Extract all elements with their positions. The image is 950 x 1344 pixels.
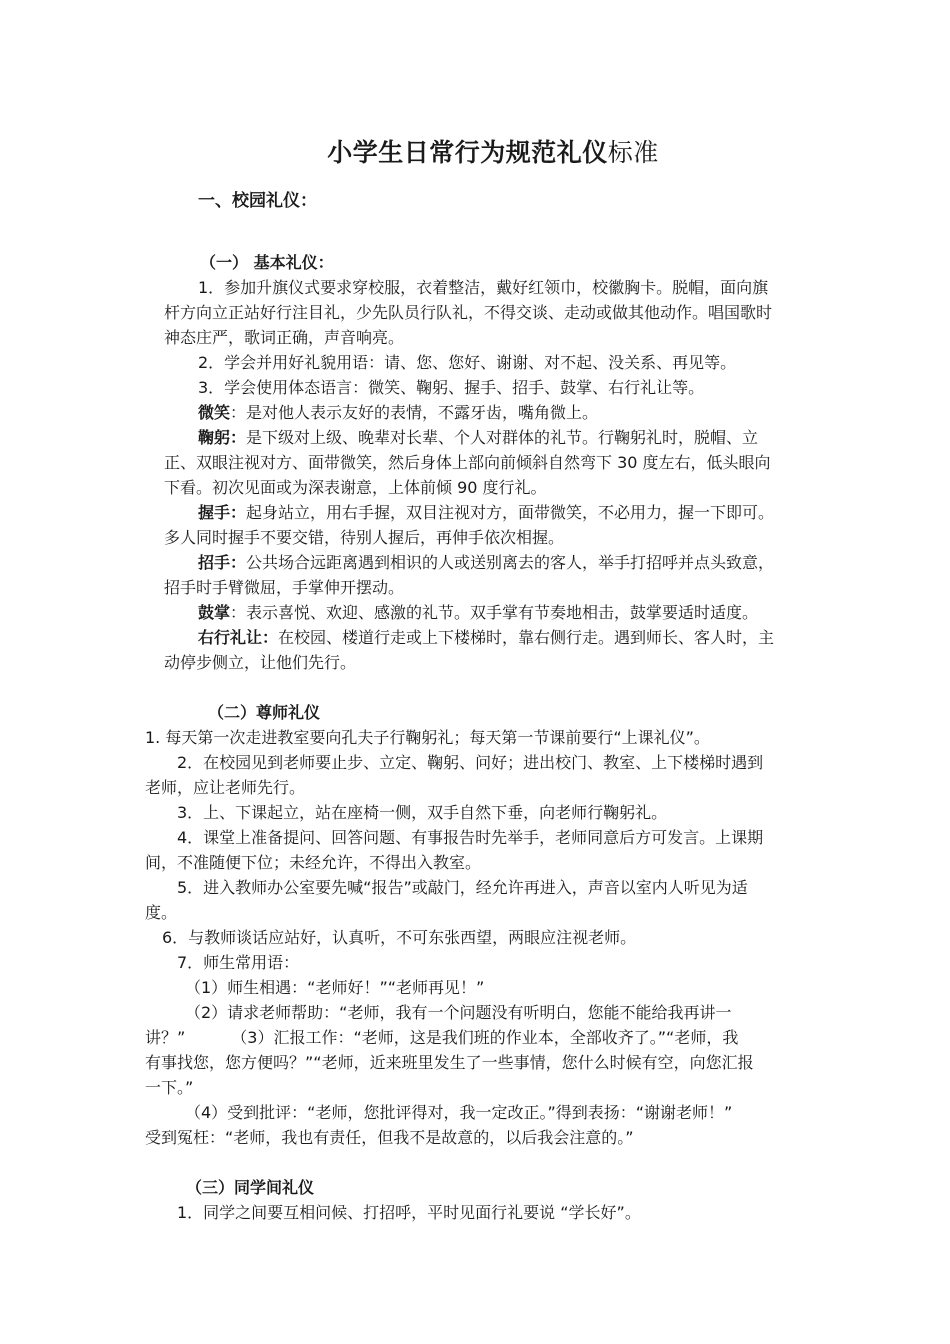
subheading-basic: （一） 基本礼仪： (200, 253, 334, 272)
clap-paragraph (198, 603, 758, 623)
teacher-p4-line2: 间，不准随便下位；未经允许，不得出入教室。 (145, 853, 482, 872)
subheading-classmates: （三）同学间礼仪 (186, 1178, 315, 1197)
teacher-p2-line2: 老师，应让老师先行。 (145, 778, 306, 797)
phrase-1: （1）师生相遇：“老师好！”“老师再见！” (185, 978, 485, 997)
section-heading-campus: 一、校园礼仪： (198, 191, 317, 211)
wave-line2: 招手时手臂微屈，手掌伸开摆动。 (164, 578, 405, 597)
phrase-2-line1: （2）请求老师帮助：“老师，我有一个问题没有听明白，您能不能给我再讲一 (185, 1003, 732, 1022)
wave-term: 招手： (198, 553, 247, 572)
basic-p3: 3．学会使用体态语言：微笑、鞠躬、握手、招手、鼓掌、右行礼让等。 (198, 378, 705, 397)
bow-line2: 正、双眼注视对方、面带微笑，然后身体上部向前倾斜自然弯下 30 度左右，低头眼向 (164, 453, 771, 472)
right-term: 右行礼让： (198, 628, 279, 647)
classmates-p1: 1．同学之间要互相问候、打招呼，平时见面行礼要说 “学长好”。 (177, 1203, 641, 1222)
title-light: 标准 (607, 138, 659, 167)
wave-line1: 公共场合远距离遇到相识的人或送别离去的客人，举手打招呼并点头致意， (246, 553, 775, 572)
smile-term: 微笑 (198, 403, 231, 422)
basic-p1-line3: 神态庄严，歌词正确，声音响亮。 (164, 328, 405, 347)
bow-line3: 下看。初次见面或为深表谢意，上体前倾 90 度行礼。 (164, 478, 547, 497)
teacher-p1: 1. 每天第一次走进教室要向孔夫子行鞠躬礼；每天第一节课前要行“上课礼仪”。 (145, 728, 710, 747)
teacher-p4-line1: 4．课堂上准备提问、回答问题、有事报告时先举手，老师同意后方可发言。上课期 (177, 828, 764, 847)
teacher-p5-line1: 5．进入教师办公室要先喊“报告”或敲门，经允许再进入，声音以室内人听见为适 (177, 878, 748, 897)
teacher-p5-line2: 度。 (145, 903, 178, 922)
phrase-4-line2: 受到冤枉：“老师，我也有责任，但我不是故意的，以后我会注意的。” (145, 1128, 634, 1147)
basic-p1-line2: 杆方向立正站好行注目礼，少先队员行队礼，不得交谈、走动或做其他动作。唱国歌时 (164, 303, 773, 322)
right-line1: 在校园、楼道行走或上下楼梯时，靠右侧行走。遇到师长、客人时，主 (278, 628, 775, 647)
phrase-2-end: 讲？” (145, 1028, 186, 1047)
phrase-3-start: （3）汇报工作：“老师，这是我们班的作业本，全部收齐了。”“老师，我 (231, 1028, 739, 1047)
basic-p2: 2．学会并用好礼貌用语：请、您、您好、谢谢、对不起、没关系、再见等。 (198, 353, 737, 372)
bow-term: 鞠躬： (198, 428, 247, 447)
shake-line1: 起身站立，用右手握，双目注视对方，面带微笑，不必用力，握一下即可。 (246, 503, 775, 522)
title-bold: 小学生日常行为规范礼仪 (327, 138, 608, 167)
right-paragraph-line1 (198, 628, 774, 648)
phrase-3-line2: 有事找您，您方便吗？”“老师，近来班里发生了一些事情，您什么时候有空，向您汇报 (145, 1053, 754, 1072)
bow-line1: 是下级对上级、晚辈对长辈、个人对群体的礼节。行鞠躬礼时，脱帽、立 (246, 428, 759, 447)
clap-definition: ：表示喜悦、欢迎、感激的礼节。双手掌有节奏地相击，鼓掌要适时适度。 (230, 603, 759, 622)
document-title (0, 133, 950, 169)
clap-term: 鼓掌 (198, 603, 231, 622)
right-line2: 动停步侧立，让他们先行。 (164, 653, 357, 672)
teacher-p6: 6．与教师谈话应站好，认真听，不可东张西望，两眼应注视老师。 (162, 928, 637, 947)
smile-paragraph (198, 403, 598, 423)
wave-paragraph-line1 (198, 553, 774, 573)
teacher-p7: 7．师生常用语： (177, 953, 300, 972)
teacher-p3: 3．上、下课起立，站在座椅一侧，双手自然下垂，向老师行鞠躬礼。 (177, 803, 668, 822)
phrase-2-line2 (145, 1028, 738, 1048)
shake-paragraph-line1 (198, 503, 774, 523)
subheading-teacher: （二）尊师礼仪 (208, 703, 321, 722)
phrase-4-line1: （4）受到批评：“老师，您批评得对，我一定改正。”得到表扬：“谢谢老师！” (185, 1103, 733, 1122)
teacher-p2-line1: 2．在校园见到老师要止步、立定、鞠躬、问好；进出校门、教室、上下楼梯时遇到 (177, 753, 764, 772)
basic-p1-line1: 1．参加升旗仪式要求穿校服，衣着整洁，戴好红领巾，校徽胸卡。脱帽，面向旗 (198, 278, 769, 297)
smile-definition: ：是对他人表示友好的表情，不露牙齿，嘴角微上。 (230, 403, 599, 422)
phrase-3-line3: 一下。” (145, 1078, 194, 1097)
bow-paragraph-line1 (198, 428, 758, 448)
shake-term: 握手： (198, 503, 247, 522)
shake-line2: 多人同时握手不要交错，待别人握后，再伸手依次相握。 (164, 528, 565, 547)
